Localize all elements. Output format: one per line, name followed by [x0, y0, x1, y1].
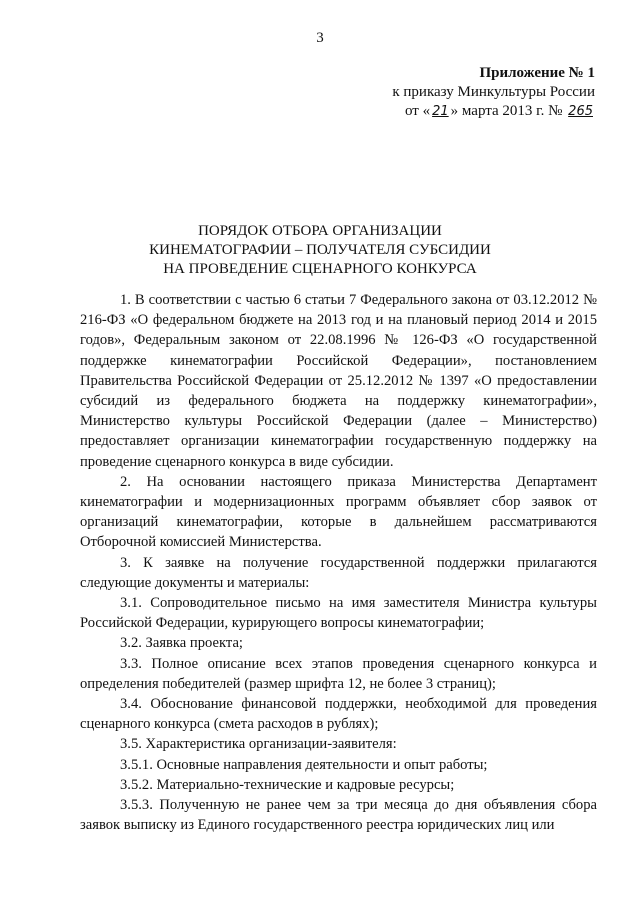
page-number: 3: [316, 30, 324, 46]
handwritten-order-number: 265: [568, 104, 593, 119]
paragraph-3: 3. К заявке на получение государственной поддержки прилагаются следующие документы и материалы:: [80, 554, 597, 591]
title-line-1: ПОРЯДОК ОТБОРА ОРГАНИЗАЦИИ: [198, 223, 442, 239]
paragraph-3-4: 3.4. Обоснование финансовой поддержки, необходимой для проведения сценарного конкурса (смета расходов в рублях);: [80, 696, 597, 733]
paragraph-3-5-3: 3.5.3. Полученную не ранее чем за три месяца до дня объявления сбора заявок выписку из Единого государственного реестра юридических лиц или: [80, 797, 597, 834]
paragraph-3-1: 3.1. Сопроводительное письмо на имя заместителя Министра культуры Российской Федерации, курирующего вопросы кинематографии;: [80, 595, 597, 632]
appendix-date-line: [392, 102, 595, 121]
appendix-header: [392, 64, 595, 121]
appendix-title: Приложение № 1: [479, 65, 595, 81]
paragraph-3-5-2: 3.5.2. Материально-технические и кадровые ресурсы;: [120, 776, 455, 793]
date-prefix: от «: [404, 103, 431, 119]
paragraph-1: 1. В соответствии с частью 6 статьи 7 Федерального закона от 03.12.2012 № 216-ФЗ «О федеральном бюджете на 2013 год и на плановый период 2014 и 2015 годов», Федеральным законом от 22.08.1996 № 126-ФЗ «О государственной поддержке кинематографии Российской Федерации», постановлением Правительства Российской Федерации от 25.12.2012 № 1397 «О предоставлении субсидий из федерального бюджета на поддержку кинематографии», Министерство культуры Российской Федерации (далее – Министерство) предоставляет организации кинематографии государственную поддержку на проведение сценарного конкурса в виде субсидии.: [80, 292, 597, 470]
appendix-order-reference: к приказу Минкультуры России: [392, 84, 595, 100]
document-body: [80, 290, 597, 835]
paragraph-3-5: 3.5. Характеристика организации-заявителя:: [120, 736, 397, 753]
paragraph-3-2: 3.2. Заявка проекта;: [120, 635, 243, 652]
paragraph-3-3: 3.3. Полное описание всех этапов проведения сценарного конкурса и определения победителей (размер шрифта 12, не более 3 страниц);: [80, 655, 597, 692]
date-middle: » марта 2013 г. №: [450, 103, 563, 119]
document-title: [0, 222, 640, 279]
title-line-2: КИНЕМАТОГРАФИИ – ПОЛУЧАТЕЛЯ СУБСИДИИ: [149, 242, 491, 258]
paragraph-3-5-1: 3.5.1. Основные направления деятельности и опыт работы;: [120, 756, 488, 773]
handwritten-day: 21: [432, 104, 449, 119]
title-line-3: НА ПРОВЕДЕНИЕ СЦЕНАРНОГО КОНКУРСА: [163, 261, 477, 277]
paragraph-2: 2. На основании настоящего приказа Министерства Департамент кинематографии и модернизационных программ объявляет сбор заявок от организаций кинематографии, которые в дальнейшем рассматриваются Отборочной комиссией Министерства.: [80, 473, 597, 551]
